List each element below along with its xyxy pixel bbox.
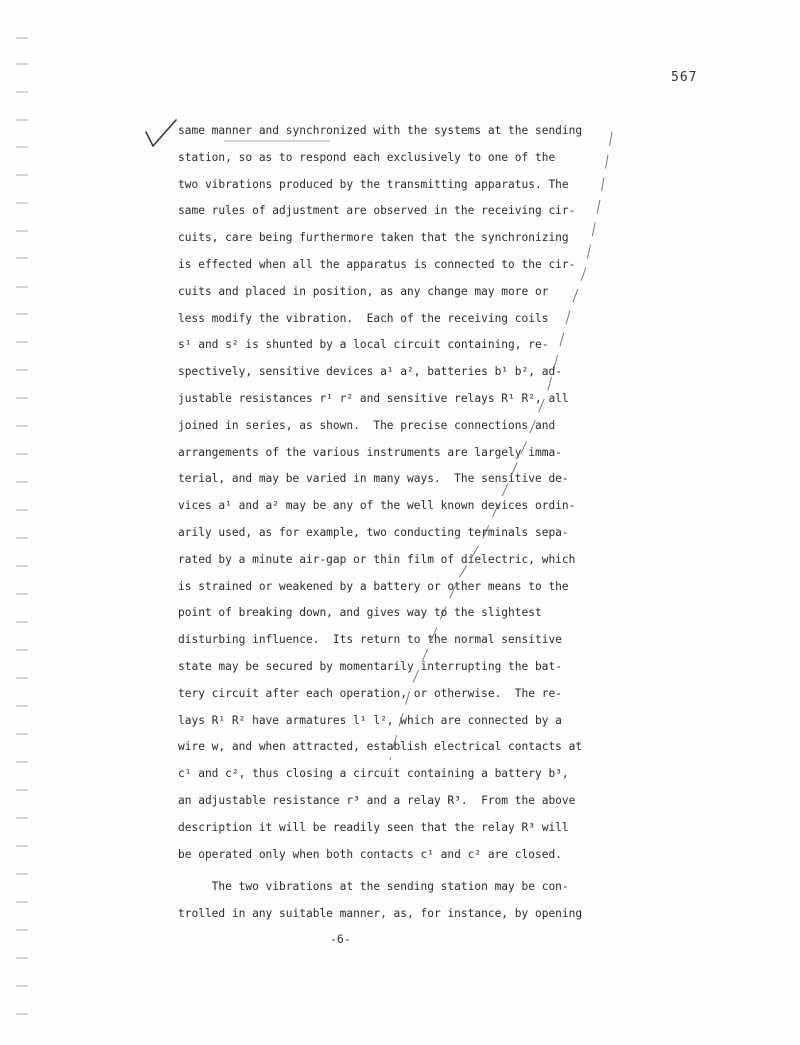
- text-line: same manner and synchronized with the systems at the sending: [178, 124, 583, 137]
- text-line: arily used, as for example, two conducting terminals sepa-: [178, 525, 569, 539]
- text-line: description it will be readily seen that the relay R³ will: [178, 820, 569, 834]
- footer-page-number: -6-: [330, 932, 351, 946]
- text-line: point of breaking down, and gives way to the slightest: [178, 606, 542, 620]
- text-line: vices a¹ and a² may be any of the well known devices ordin-: [178, 499, 576, 513]
- body-text: [178, 118, 618, 928]
- text-line: less modify the vibration. Each of the receiving coils: [178, 311, 549, 325]
- text-line: terial, and may be varied in many ways. The sensitive de-: [178, 472, 569, 486]
- text-line: justable resistances r¹ r² and sensitive relays R¹ R², all: [178, 391, 569, 405]
- text-line: cuits and placed in position, as any change may more or: [178, 284, 549, 298]
- page-number: 567: [671, 70, 698, 85]
- text-line: cuits, care being furthermore taken that the synchronizing: [178, 231, 569, 245]
- text-line: two vibrations produced by the transmitting apparatus. The: [178, 177, 569, 191]
- text-line: is strained or weakened by a battery or other means to the: [178, 579, 569, 593]
- text-line: be operated only when both contacts c¹ and c² are closed.: [178, 847, 562, 861]
- text-line: tery circuit after each operation, or otherwise. The re-: [178, 686, 562, 700]
- text-line: station, so as to respond each exclusively to one of the: [178, 150, 556, 164]
- text-line: The two vibrations at the sending station may be con-: [178, 880, 569, 894]
- text-line: arrangements of the various instruments are largely imma-: [178, 445, 562, 459]
- text-line: lays R¹ R² have armatures l¹ l², which are connected by a: [178, 713, 562, 727]
- text-line: same rules of adjustment are observed in the receiving cir-: [178, 204, 576, 218]
- text-line: is effected when all the apparatus is connected to the cir-: [178, 257, 576, 271]
- text-line: s¹ and s² is shunted by a local circuit containing, re-: [178, 338, 549, 352]
- text-line: state may be secured by momentarily interrupting the bat-: [178, 659, 562, 673]
- text-line: c¹ and c², thus closing a circuit containing a battery b³,: [178, 767, 569, 781]
- checkmark-icon: [143, 118, 179, 150]
- text-line: disturbing influence. Its return to the normal sensitive: [178, 633, 562, 647]
- text-line: trolled in any suitable manner, as, for instance, by opening: [178, 907, 583, 921]
- text-line: rated by a minute air-gap or thin film of dielectric, which: [178, 552, 576, 566]
- text-line: an adjustable resistance r³ and a relay R³. From the above: [178, 793, 576, 807]
- text-line: joined in series, as shown. The precise connections and: [178, 418, 556, 432]
- text-line: wire w, and when attracted, establish electrical contacts at: [178, 740, 583, 754]
- binding-edge-marks: [0, 0, 30, 1045]
- text-line: spectively, sensitive devices a¹ a², batteries b¹ b², ad-: [178, 365, 562, 379]
